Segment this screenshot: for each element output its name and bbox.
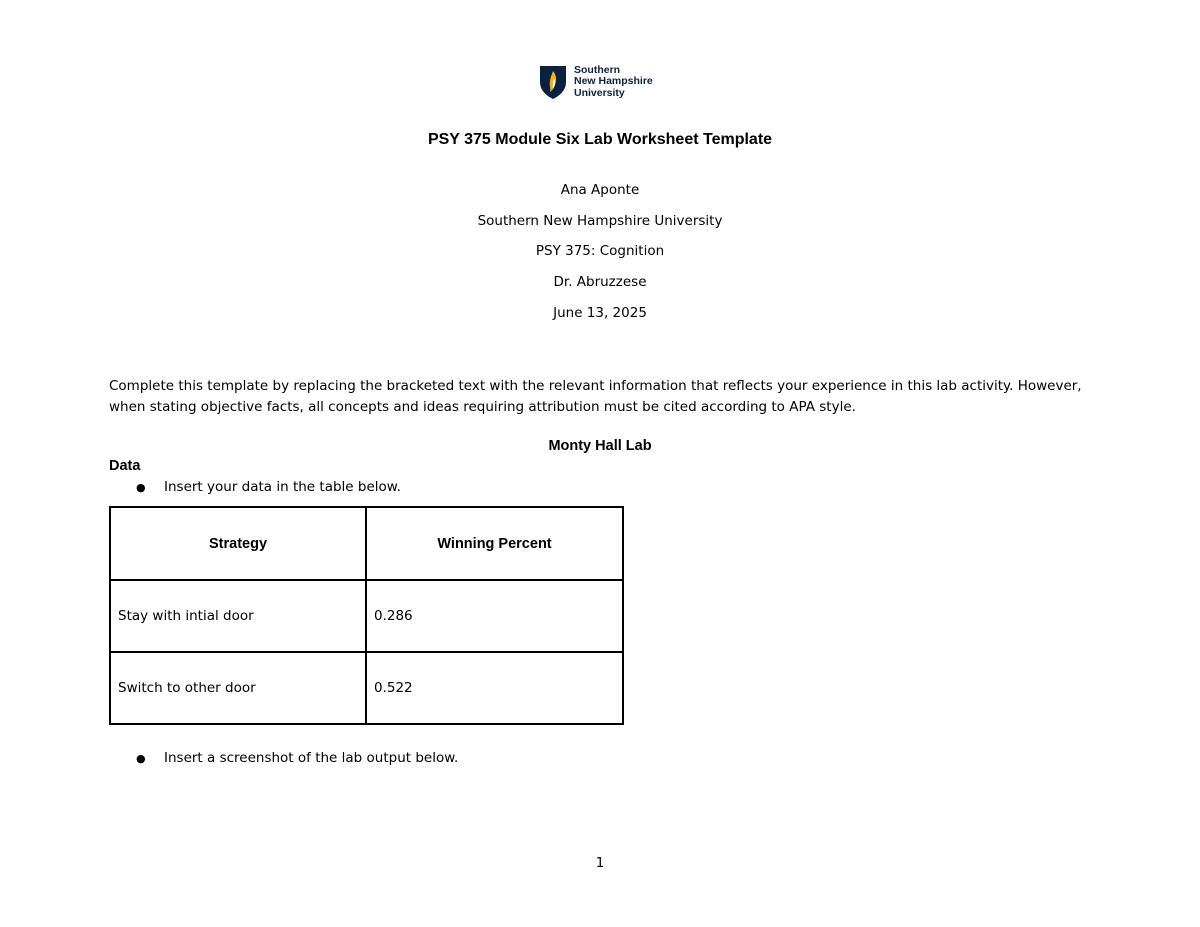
table-cell-percent: 0.522 xyxy=(366,652,623,724)
instructions-paragraph: Complete this template by replacing the bracketed text with the relevant information that reflects your experience in this lab activity. However, when stating objective facts, all concepts and ideas requiring attribution must be cited according to APA style. xyxy=(109,378,1082,415)
bullet-table-instruction xyxy=(136,479,401,495)
table-cell-strategy: Stay with intial door xyxy=(110,580,366,652)
institution-name: Southern New Hampshire University xyxy=(477,213,723,229)
instructor-name: Dr. Abruzzese xyxy=(553,274,647,290)
table-header-winning-percent: Winning Percent xyxy=(366,507,623,580)
snhu-logo xyxy=(538,64,653,100)
snhu-shield-icon xyxy=(538,64,568,100)
table-cell-percent: 0.286 xyxy=(366,580,623,652)
bullet-dot-icon: ● xyxy=(136,480,146,494)
course-name: PSY 375: Cognition xyxy=(535,243,665,259)
logo-wordmark xyxy=(574,65,653,100)
bullet-screenshot-instruction xyxy=(136,750,458,766)
page-number: 1 xyxy=(595,855,605,871)
table-row xyxy=(110,652,623,724)
data-heading: Data xyxy=(109,458,141,474)
section-title: Monty Hall Lab xyxy=(548,438,652,454)
logo-line-2: New Hampshire xyxy=(574,75,653,88)
table-cell-strategy: Switch to other door xyxy=(110,652,366,724)
document-title: PSY 375 Module Six Lab Worksheet Template xyxy=(427,131,773,148)
logo-line-3: University xyxy=(574,86,625,99)
document-date: June 13, 2025 xyxy=(553,305,647,321)
table-header-strategy: Strategy xyxy=(110,507,366,580)
table-row xyxy=(110,580,623,652)
bullet-text: Insert a screenshot of the lab output below. xyxy=(164,750,459,766)
author-name: Ana Aponte xyxy=(560,182,640,198)
bullet-dot-icon: ● xyxy=(136,751,146,765)
bullet-text: Insert your data in the table below. xyxy=(164,479,401,495)
results-table xyxy=(109,506,624,725)
logo-line-1: Southern xyxy=(574,63,621,76)
table-header-row xyxy=(110,507,623,580)
